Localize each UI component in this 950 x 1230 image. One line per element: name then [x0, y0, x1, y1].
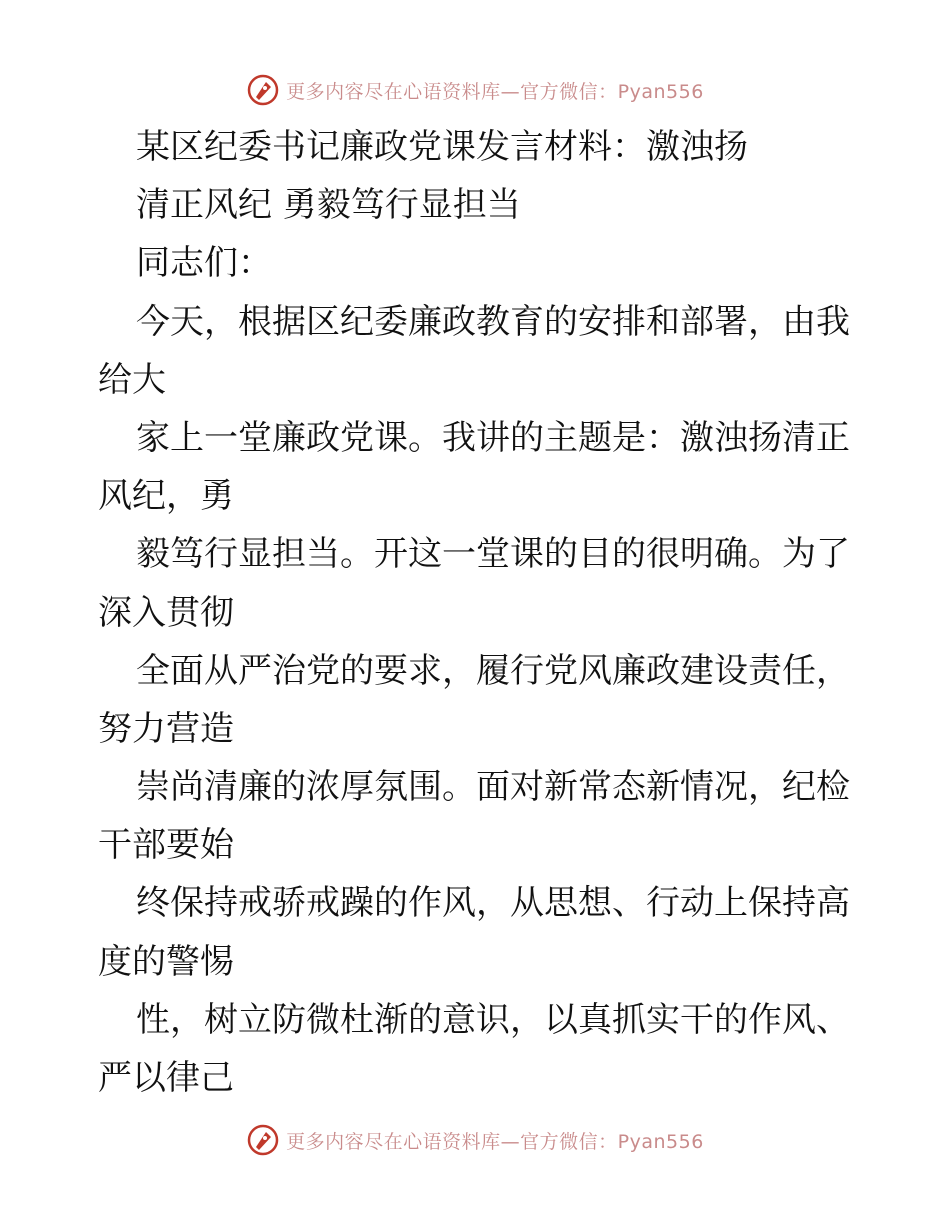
document-text-line: 干部要始 [98, 825, 234, 866]
pen-nib-icon [246, 73, 280, 107]
pen-nib-icon [246, 1123, 280, 1157]
document-text-line: 全面从严治党的要求，履行党风廉政建设责任， [136, 650, 850, 691]
document-text-line: 性，树立防微杜渐的意识，以真抓实干的作风、 [136, 999, 850, 1040]
document-text-line: 家上一堂廉政党课。我讲的主题是：激浊扬清正 [136, 417, 850, 458]
document-text-line: 毅笃行显担当。开这一堂课的目的很明确。为了 [136, 534, 850, 575]
document-text-line: 度的警惕 [98, 941, 234, 982]
document-text-line: 努力营造 [98, 708, 234, 749]
header-banner-text: 更多内容尽在心语资料库—官方微信：Pyan556 [286, 80, 704, 103]
document-text-line: 今天，根据区纪委廉政教育的安排和部署，由我 [136, 301, 850, 342]
document-text-line: 深入贯彻 [98, 592, 234, 633]
document-text-line: 严以律己 [98, 1058, 234, 1098]
document-text-line: 风纪，勇 [98, 476, 234, 517]
document-text-line: 同志们： [136, 243, 272, 284]
document-text-line: 给大 [98, 359, 166, 400]
footer-banner-text: 更多内容尽在心语资料库—官方微信：Pyan556 [286, 1130, 704, 1153]
document-body [98, 118, 858, 1107]
footer-banner [0, 1120, 950, 1160]
document-title-line: 某区纪委书记廉政党课发言材料：激浊扬 [136, 127, 748, 167]
document-text-line: 崇尚清廉的浓厚氛围。面对新常态新情况，纪检 [136, 767, 850, 808]
document-text-line: 清正风纪 勇毅笃行显担当 [136, 185, 521, 226]
header-banner [0, 70, 950, 110]
document-text-line: 终保持戒骄戒躁的作风，从思想、行动上保持高 [136, 883, 850, 924]
